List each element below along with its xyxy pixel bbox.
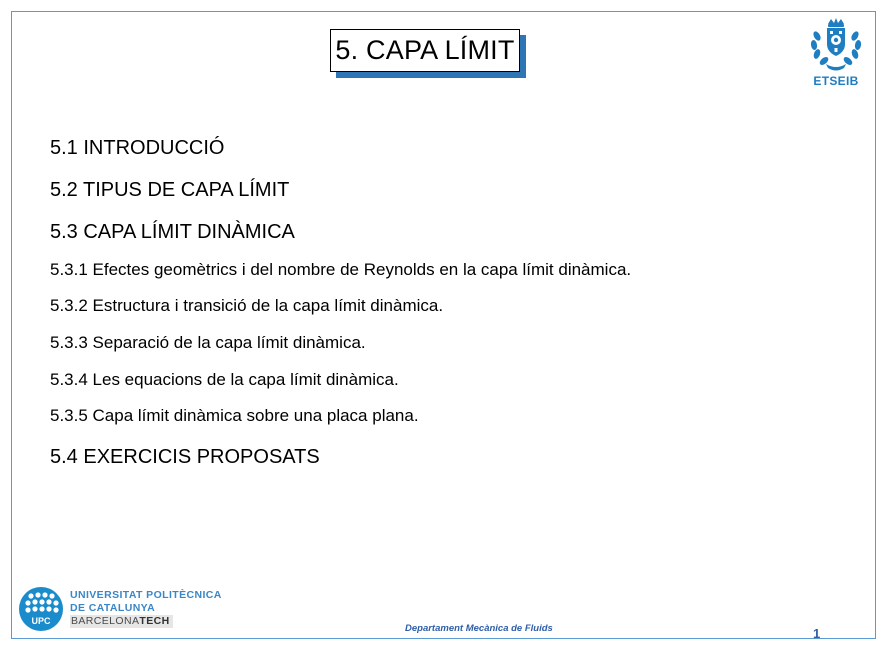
upc-line3-a: BARCELONA: [71, 615, 140, 627]
toc-subitem: 5.3.1 Efectes geomètrics i del nombre de Reynolds en la capa límit dinàmica.: [50, 260, 632, 279]
upc-mark: UPC: [31, 616, 51, 626]
toc-subitem: 5.3.3 Separació de la capa límit dinàmica.: [50, 333, 366, 352]
upc-line3: [70, 615, 173, 628]
toc-subitem: 5.3.5 Capa límit dinàmica sobre una placa plana.: [50, 406, 419, 425]
slide-frame: [11, 11, 876, 639]
toc-subitem: 5.3.4 Les equacions de la capa límit dinàmica.: [50, 370, 399, 389]
toc-item: 5.1 INTRODUCCIÓ: [50, 137, 225, 159]
toc-item: 5.2 TIPUS DE CAPA LÍMIT: [50, 179, 290, 201]
etseib-crest-icon: [806, 18, 866, 74]
upc-line1: UNIVERSITAT POLITÈCNICA: [70, 589, 222, 601]
slide-title: 5. CAPA LÍMIT: [330, 29, 520, 72]
upc-logo-icon: [19, 587, 63, 631]
page-number: 1: [813, 626, 821, 641]
upc-line2: DE CATALUNYA: [70, 601, 156, 614]
toc-subitem: 5.3.2 Estructura i transició de la capa límit dinàmica.: [50, 296, 444, 315]
toc-item: 5.3 CAPA LÍMIT DINÀMICA: [50, 221, 295, 243]
toc-item: 5.4 EXERCICIS PROPOSATS: [50, 446, 320, 468]
etseib-logo: [806, 18, 866, 90]
etseib-label: ETSEIB: [813, 74, 859, 88]
department-footer: Departament Mecànica de Fluids: [405, 623, 553, 634]
upc-wordmark: [70, 589, 222, 628]
upc-line3-b: TECH: [139, 615, 170, 627]
